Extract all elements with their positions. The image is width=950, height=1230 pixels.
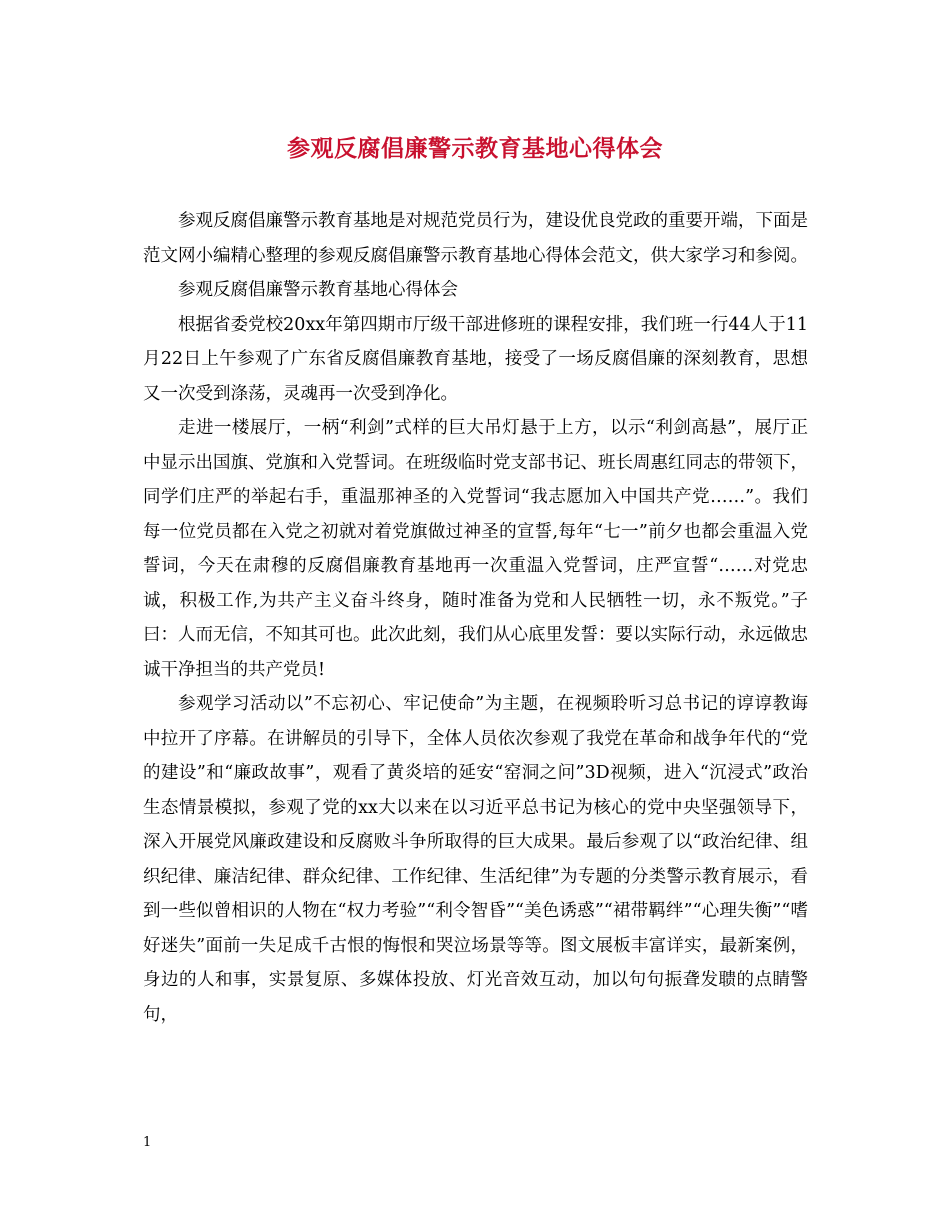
- paragraph-subtitle: 参观反腐倡廉警示教育基地心得体会: [178, 280, 458, 300]
- paragraph-visit-activity: 参观学习活动以”不忘初心、牢记使命”为主题，在视频聆听习总书记的谆谆教诲中拉开了序幕。在讲解员的引导下，全体人员依次参观了我党在革命和战争年代的“党的建设”和“廉政故事”，观看了黄炎培的延安“窑洞之问”3D视频，进入“沉浸式”政治生态情景模拟，参观了党的xx大以来在以习近平总书记为核心的党中央坚强领导下，深入开展党风廉政建设和反腐败斗争所取得的巨大成果。最后参观了以“政治纪律、组织纪律、廉洁纪律、群众纪律、工作纪律、生活纪律”为专题的分类警示教育展示，看到一些似曾相识的人物在“权力考验”“利令智昏”“美色诱惑”“裙带羁绊”“心理失衡”“嗜好迷失”面前一失足成千古恨的悔恨和哭泣场景等等。图文展板丰富详实，最新案例，身边的人和事，实景复原、多媒体投放、灯光音效互动，加以句句振聋发聩的点睛警句，: [143, 694, 808, 1025]
- paragraph-schedule: 根据省委党校20xx年第四期市厅级干部进修班的课程安排，我们班一行44人于11月22日上午参观了广东省反腐倡廉教育基地，接受了一场反腐倡廉的深刻教育，思想又一次受到涤荡，灵魂再一次受到净化。: [143, 314, 808, 404]
- document-body: [143, 204, 808, 1032]
- page-number: 1: [143, 1135, 152, 1150]
- paragraph-exhibition-hall: 走进一楼展厅，一柄“利剑”式样的巨大吊灯悬于上方，以示“利剑高悬”，展厅正中显示出国旗、党旗和入党誓词。在班级临时党支部书记、班长周惠红同志的带领下，同学们庄严的举起右手，重温那神圣的入党誓词“我志愿加入中国共产党……”。我们每一位党员都在入党之初就对着党旗做过神圣的宣誓,每年“七一”前夕也都会重温入党誓词，今天在肃穆的反腐倡廉教育基地再一次重温入党誓词，庄严宣誓“……对党忠诚，积极工作,为共产主义奋斗终身，随时准备为党和人民牺牲一切，永不叛党。”子曰：人而无信，不知其可也。此次此刻，我们从心底里发誓：要以实际行动，永远做忠诚干净担当的共产党员!: [143, 418, 808, 680]
- paragraph-intro: 参观反腐倡廉警示教育基地是对规范党员行为，建设优良党政的重要开端，下面是范文网小编精心整理的参观反腐倡廉警示教育基地心得体会范文，供大家学习和参阅。: [143, 211, 808, 266]
- document-title: 参观反腐倡廉警示教育基地心得体会: [287, 135, 663, 162]
